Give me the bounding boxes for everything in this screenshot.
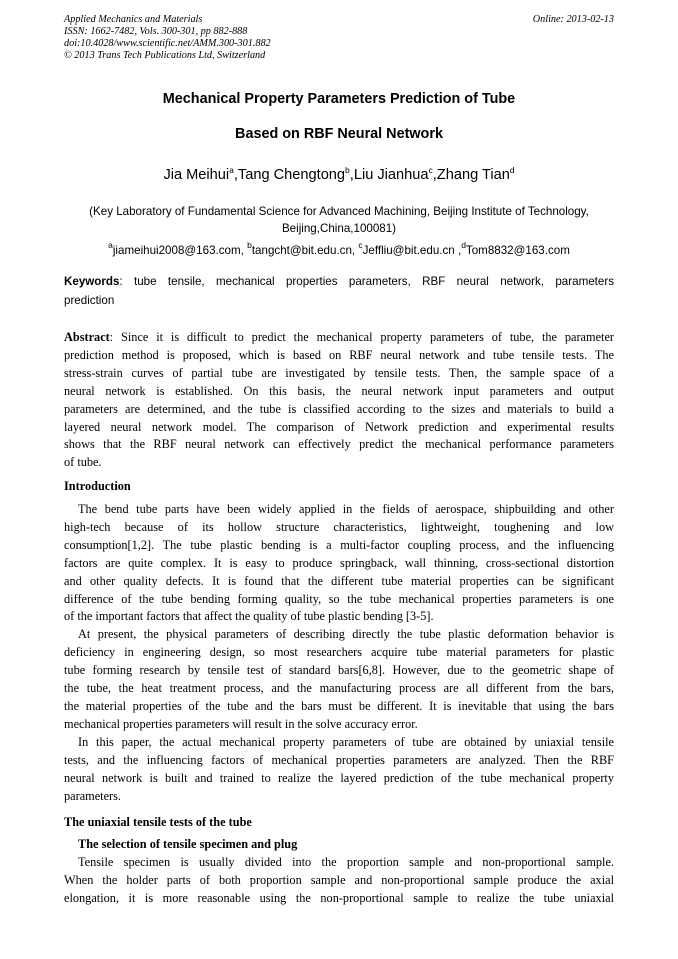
intro-line: factors are quite complex. It is easy to produce springback, wall thinning, cross-sectional distortion bbox=[64, 555, 614, 570]
abstract-line: parameters are determined, and the tube is classified according to the sizes and materials to build a bbox=[64, 401, 614, 416]
author-3: ,Liu Jianhua bbox=[349, 167, 429, 183]
keywords-block bbox=[64, 272, 614, 310]
email-c: Jeffliu@bit.edu.cn , bbox=[362, 244, 462, 257]
email-list bbox=[64, 240, 614, 257]
email-a: jiameihui2008@163.com, bbox=[112, 244, 248, 257]
section-line: Tensile specimen is usually divided into the proportion sample and non-proportional sample. bbox=[78, 855, 614, 869]
copyright-line: © 2013 Trans Tech Publications Ltd, Switzerland bbox=[64, 50, 266, 62]
section-heading: The uniaxial tensile tests of the tube bbox=[64, 815, 252, 829]
intro-line: At present, the physical parameters of describing directly the tube plastic deformation behavior is bbox=[78, 627, 614, 642]
email-a-mark: a bbox=[108, 240, 113, 250]
journal-header bbox=[64, 14, 614, 62]
email-b: tangcht@bit.edu.cn, bbox=[251, 244, 359, 257]
online-date: Online: 2013-02-13 bbox=[532, 14, 614, 25]
intro-line: tests, and the influencing factors of mechanical properties parameters are analyzed. Then the RBF bbox=[64, 752, 614, 767]
keywords-label: Keywords bbox=[64, 275, 120, 288]
doi-line: doi:10.4028/www.scientific.net/AMM.300-301.882 bbox=[64, 38, 271, 50]
abstract-label: Abstract bbox=[64, 330, 110, 344]
abstract-line: layered neural network model. The comparison of Network prediction and experimental results bbox=[64, 419, 614, 434]
author-list bbox=[64, 167, 614, 183]
affiliation-line-2: Beijing,China,100081) bbox=[281, 222, 397, 235]
section-body bbox=[64, 854, 614, 908]
author-2-mark: b bbox=[345, 165, 350, 175]
issn-line: ISSN: 1662-7482, Vols. 300-301, pp 882-888 bbox=[64, 26, 248, 38]
email-d-mark: d bbox=[461, 240, 466, 250]
email-b-mark: b bbox=[247, 240, 252, 250]
intro-line: neural network is built and trained to realize the layered prediction of the tube mechanical property bbox=[64, 770, 614, 785]
keywords-line-2: prediction bbox=[64, 294, 115, 307]
abstract-line: shows that the RBF neural network can effectively predict the mechanical performance parameters bbox=[64, 437, 614, 452]
keywords-line-1 bbox=[64, 272, 614, 291]
affiliation-line-1: (Key Laboratory of Fundamental Science for Advanced Machining, Beijing Institute of Technology, bbox=[89, 205, 589, 218]
introduction-body bbox=[64, 501, 614, 805]
author-1: Jia Meihui bbox=[163, 167, 230, 183]
keywords-text-1: : tube tensile, mechanical properties parameters, RBF neural network, parameters bbox=[119, 275, 614, 288]
intro-line: consumption[1,2]. The tube plastic bending is a multi-factor coupling process, and the influencing bbox=[64, 537, 614, 552]
intro-line: deficiency in engineering design, so most researchers acquire tube material parameters for plastic bbox=[64, 645, 614, 660]
intro-line: the tube, the heat treatment process, and the manufacturing process are all different from the bars, bbox=[64, 681, 614, 696]
intro-line: high-tech because of its hollow structure characteristics, lightweight, toughening and low bbox=[64, 519, 614, 534]
intro-line: parameters. bbox=[64, 788, 122, 803]
author-1-mark: a bbox=[229, 165, 234, 175]
affiliation bbox=[64, 203, 614, 237]
author-4-mark: d bbox=[509, 165, 515, 175]
author-2: ,Tang Chengtong bbox=[233, 167, 346, 183]
abstract-line: stress-strain curves of partial tube are investigated by tensile tests. Then, the sample space of a bbox=[64, 365, 614, 380]
paper-title-line-1: Mechanical Property Parameters Prediction of Tube bbox=[162, 91, 516, 107]
email-d: Tom8832@163.com bbox=[465, 244, 570, 257]
intro-line: In this paper, the actual mechanical property parameters of tube are obtained by uniaxial tensile bbox=[78, 734, 614, 749]
intro-line: of the important factors that affect the quality of tube plastic bending [3-5]. bbox=[64, 609, 434, 624]
abstract-line: of tube. bbox=[64, 455, 102, 470]
author-4: ,Zhang Tian bbox=[432, 167, 510, 183]
intro-line: and other quality defects. It is found that the different tube material properties can be significant bbox=[64, 573, 614, 588]
section-line: When the holder parts of both proportion sample and non-proportional sample produce the axial bbox=[64, 872, 614, 887]
introduction-heading: Introduction bbox=[64, 479, 131, 493]
abstract-block bbox=[64, 329, 614, 472]
journal-name: Applied Mechanics and Materials bbox=[64, 14, 203, 25]
abstract-text-0: : Since it is difficult to predict the mechanical property parameters of tube, the parameter bbox=[109, 330, 614, 344]
abstract-line bbox=[64, 329, 614, 347]
intro-line: the material properties of the tube and the bars must be different. It is inevitable that using the bars bbox=[64, 698, 614, 713]
paper-title-line-2: Based on RBF Neural Network bbox=[235, 126, 443, 142]
intro-line: mechanical properties parameters will result in the solve accuracy error. bbox=[64, 716, 418, 731]
intro-line: The bend tube parts have been widely applied in the fields of aerospace, shipbuilding and other bbox=[78, 502, 614, 516]
intro-line: difference of the tube bending forming quality, so the tube mechanical properties parameters is one bbox=[64, 591, 614, 606]
subsection-heading: The selection of tensile specimen and plug bbox=[78, 837, 298, 851]
intro-line: tube forming research by tensile test of standard bars[6,8]. However, due to the geometric shape of bbox=[64, 663, 614, 678]
section-line: elongation, it is more reasonable using the non-proportional sample to realize the tube uniaxial bbox=[64, 890, 614, 905]
abstract-line: prediction method is proposed, which is based on RBF neural network and tube tensile tests. The bbox=[64, 347, 614, 362]
email-c-mark: c bbox=[358, 240, 363, 250]
abstract-line: neural network is established. On this basis, the neural network input parameters and output bbox=[64, 383, 614, 398]
author-3-mark: c bbox=[428, 165, 433, 175]
